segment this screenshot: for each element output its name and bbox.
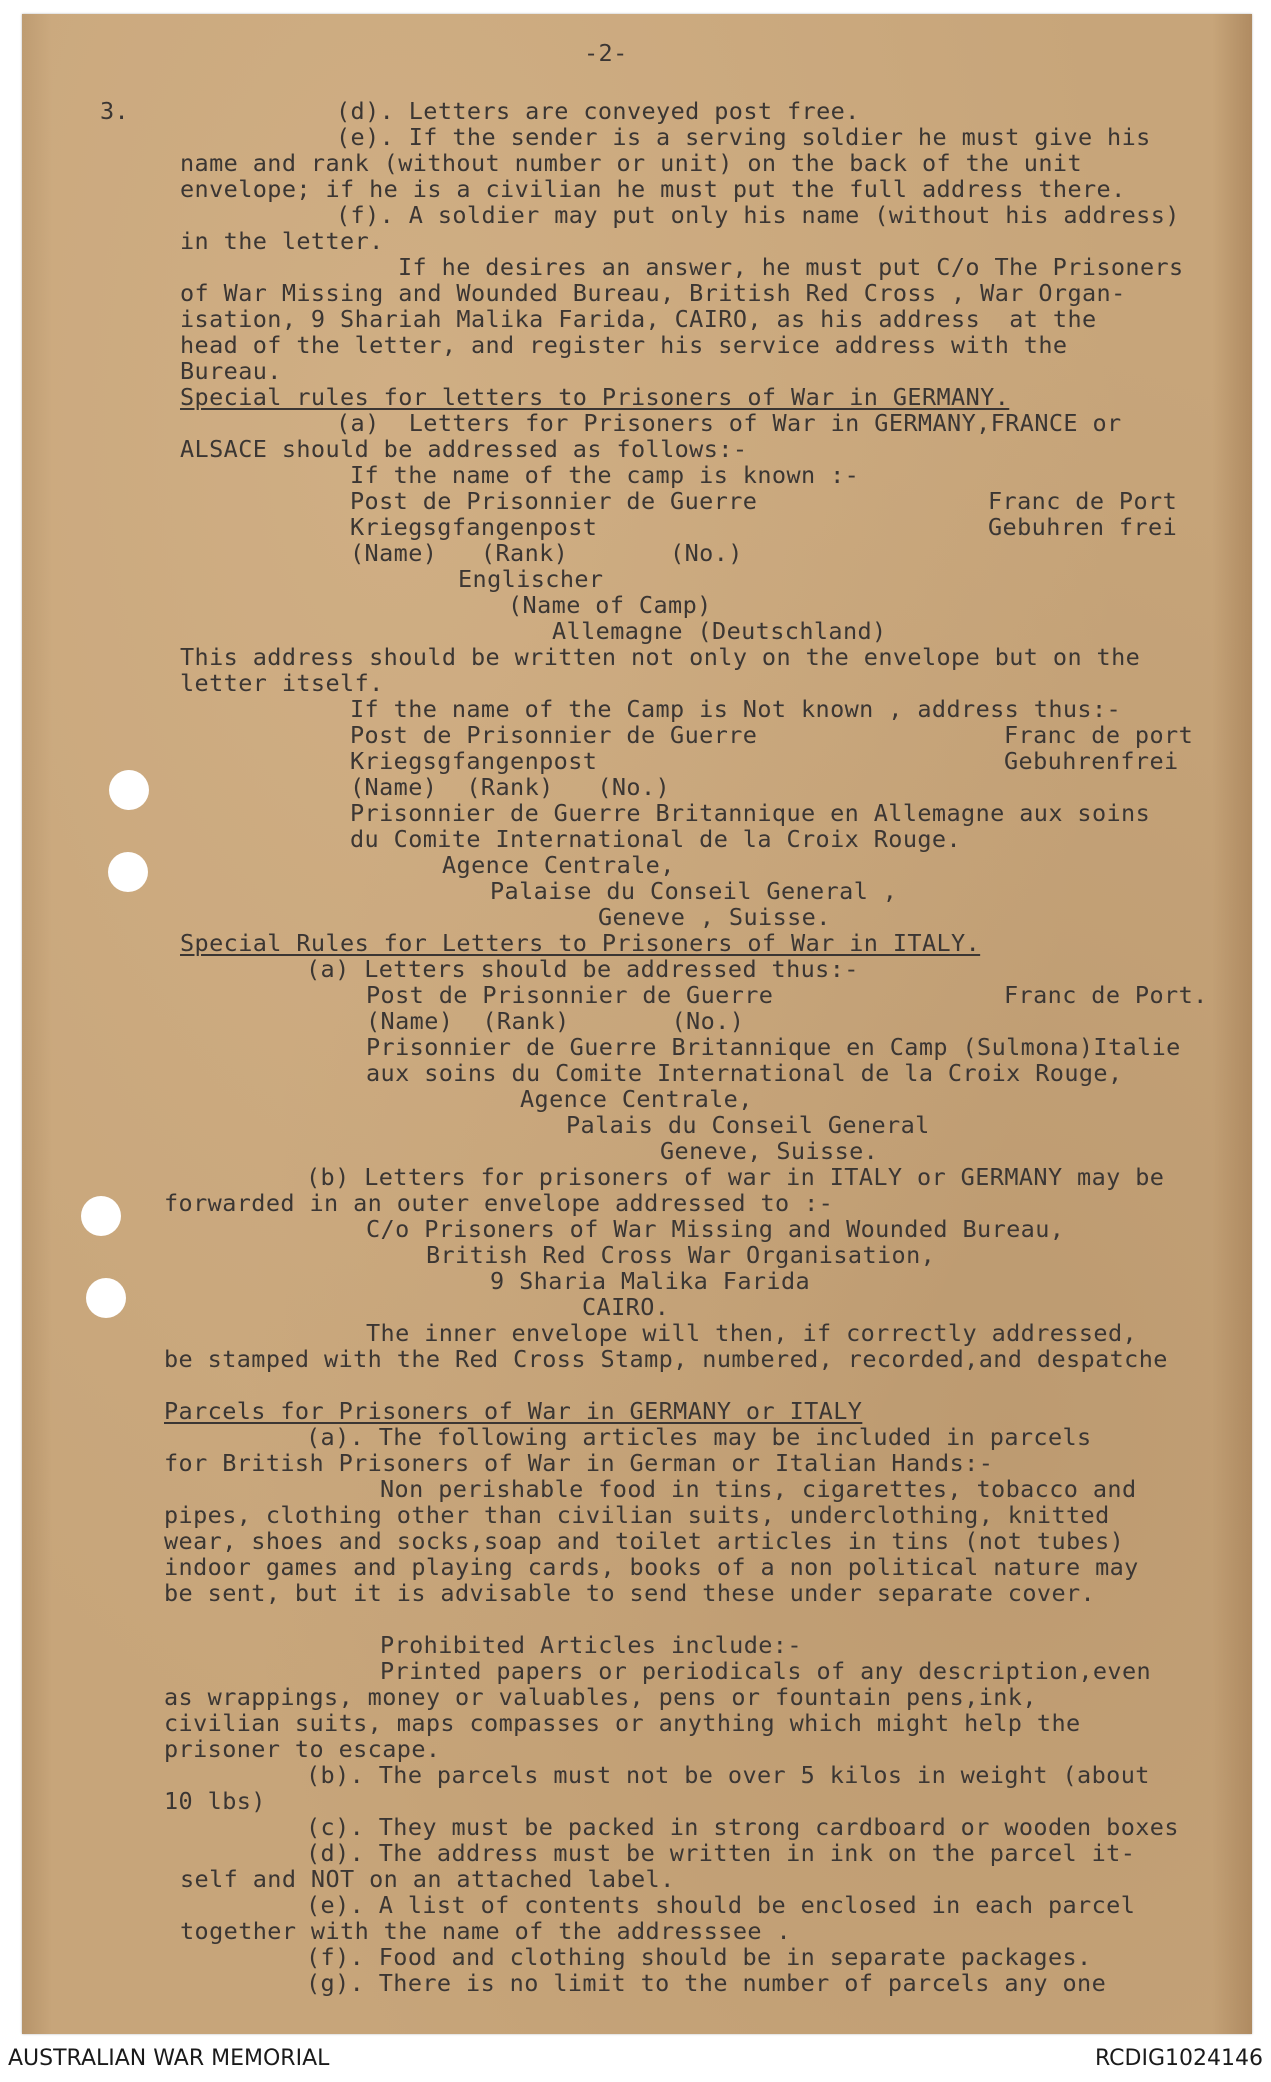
address-line: CAIRO.: [582, 1293, 670, 1321]
address-line: Post de Prisonnier de Guerre: [350, 721, 758, 749]
address-line: Post de Prisonnier de Guerre: [366, 981, 774, 1009]
text-line: as wrappings, money or valuables, pens or fountain pens,ink,: [164, 1683, 1037, 1711]
text-line: Non perishable food in tins, cigarettes, tobacco and: [380, 1475, 1137, 1503]
address-line: Gebuhren frei: [988, 513, 1178, 541]
margin-note: 3.: [100, 97, 130, 125]
text-line: Printed papers or periodicals of any description,even: [380, 1657, 1152, 1685]
punch-hole: [109, 770, 149, 810]
text-line: If the name of the Camp is Not known , address thus:-: [350, 695, 1122, 723]
address-line: (Name) (Rank) (No.): [350, 539, 743, 567]
address-line: (Name) (Rank) (No.): [366, 1007, 745, 1035]
text-line: (e). A list of contents should be enclosed in each parcel: [306, 1891, 1136, 1919]
text-line: (b). The parcels must not be over 5 kilos in weight (about: [306, 1761, 1150, 1789]
address-line: Palaise du Conseil General ,: [490, 877, 898, 905]
text-line: prisoner to escape.: [164, 1735, 441, 1763]
text-line: isation, 9 Shariah Malika Farida, CAIRO, as his address at the: [180, 305, 1097, 333]
address-line: (Name) (Rank) (No.): [350, 773, 671, 801]
text-line: (a) Letters should be addressed thus:-: [306, 955, 859, 983]
text-line: self and NOT on an attached label.: [180, 1865, 675, 1893]
address-line: Englischer: [458, 565, 604, 593]
address-line: Franc de Port: [988, 487, 1178, 515]
text-line: (f). Food and clothing should be in separate packages.: [306, 1943, 1092, 1971]
text-line: (b) Letters for prisoners of war in ITALY or GERMANY may be: [306, 1163, 1165, 1191]
address-line: Gebuhrenfrei: [1004, 747, 1179, 775]
text-line: The inner envelope will then, if correctly addressed,: [366, 1319, 1138, 1347]
text-line: be sent, but it is advisable to send these under separate cover.: [164, 1579, 1096, 1607]
address-line: Franc de Port.: [1004, 981, 1208, 1009]
address-line: Agence Centrale,: [442, 851, 675, 879]
text-line: This address should be written not only on the envelope but on the: [180, 643, 1141, 671]
text-line: forwarded in an outer envelope addressed to :-: [164, 1189, 834, 1217]
address-line: aux soins du Comite International de la Croix Rouge,: [366, 1059, 1123, 1087]
text-line: (a). The following articles may be included in parcels: [306, 1423, 1092, 1451]
address-line: Geneve , Suisse.: [598, 903, 831, 931]
text-line: (g). There is no limit to the number of parcels any one: [306, 1969, 1107, 1997]
text-line: for British Prisoners of War in German or Italian Hands:-: [164, 1449, 994, 1477]
text-line: ALSACE should be addressed as follows:-: [180, 435, 748, 463]
address-line: Kriegsgfangenpost: [350, 747, 598, 775]
punch-hole: [86, 1278, 126, 1318]
address-line: Prisonnier de Guerre Britannique en Camp (Sulmona)Italie: [366, 1033, 1181, 1061]
address-line: Palais du Conseil General: [566, 1111, 930, 1139]
text-line: letter itself.: [180, 669, 384, 697]
address-line: C/o Prisoners of War Missing and Wounded Bureau,: [366, 1215, 1065, 1243]
section-heading: Special Rules for Letters to Prisoners of War in ITALY.: [180, 929, 981, 957]
text-line: If the name of the camp is known :-: [350, 461, 860, 489]
text-line: (c). They must be packed in strong cardboard or wooden boxes: [306, 1813, 1179, 1841]
text-line: in the letter.: [180, 227, 384, 255]
address-line: Franc de port: [1004, 721, 1194, 749]
address-line: Agence Centrale,: [520, 1085, 753, 1113]
text-line: 10 lbs): [164, 1787, 266, 1815]
address-line: Post de Prisonnier de Guerre: [350, 487, 758, 515]
text-line: If he desires an answer, he must put C/o The Prisoners: [398, 253, 1184, 281]
address-line: du Comite International de la Croix Rouge.: [350, 825, 962, 853]
section-heading: Special rules for letters to Prisoners of War in GERMANY.: [180, 383, 1010, 411]
section-heading: Parcels for Prisoners of War in GERMANY or ITALY: [164, 1397, 863, 1425]
address-line: British Red Cross War Organisation,: [426, 1241, 936, 1269]
text-line: be stamped with the Red Cross Stamp, numbered, recorded,and despatche: [164, 1345, 1168, 1373]
address-line: Allemagne (Deutschland): [552, 617, 887, 645]
text-line: (d). Letters are conveyed post free.: [336, 97, 860, 125]
text-line: name and rank (without number or unit) on the back of the unit: [180, 149, 1082, 177]
address-line: Geneve, Suisse.: [660, 1137, 879, 1165]
text-line: (f). A soldier may put only his name (without his address): [336, 201, 1180, 229]
text-line: envelope; if he is a civilian he must put the full address there.: [180, 175, 1126, 203]
text-line: civilian suits, maps compasses or anything which might help the: [164, 1709, 1081, 1737]
text-line: together with the name of the addresssee .: [180, 1917, 792, 1945]
footer-reference: RCDIG1024146: [1094, 2046, 1263, 2071]
footer-credit: AUSTRALIAN WAR MEMORIAL: [8, 2046, 330, 2071]
punch-hole: [108, 852, 148, 892]
address-line: 9 Sharia Malika Farida: [490, 1267, 811, 1295]
text-line: Bureau.: [180, 357, 282, 385]
text-line: wear, shoes and socks,soap and toilet articles in tins (not tubes): [164, 1527, 1125, 1555]
text-line: (d). The address must be written in ink on the parcel it-: [306, 1839, 1136, 1867]
punch-hole: [81, 1196, 121, 1236]
subheading: Prohibited Articles include:-: [380, 1631, 802, 1659]
text-line: indoor games and playing cards, books of a non political nature may: [164, 1553, 1139, 1581]
address-line: Prisonnier de Guerre Britannique en Allemagne aux soins: [350, 799, 1151, 827]
text-line: head of the letter, and register his service address with the: [180, 331, 1068, 359]
text-line: of War Missing and Wounded Bureau, British Red Cross , War Organ-: [180, 279, 1126, 307]
text-line: (a) Letters for Prisoners of War in GERMANY,FRANCE or: [336, 409, 1122, 437]
text-line: (e). If the sender is a serving soldier he must give his: [336, 123, 1151, 151]
address-line: Kriegsgfangenpost: [350, 513, 598, 541]
address-line: (Name of Camp): [508, 591, 712, 619]
page-number: -2-: [584, 39, 628, 67]
text-line: pipes, clothing other than civilian suits, underclothing, knitted: [164, 1501, 1110, 1529]
